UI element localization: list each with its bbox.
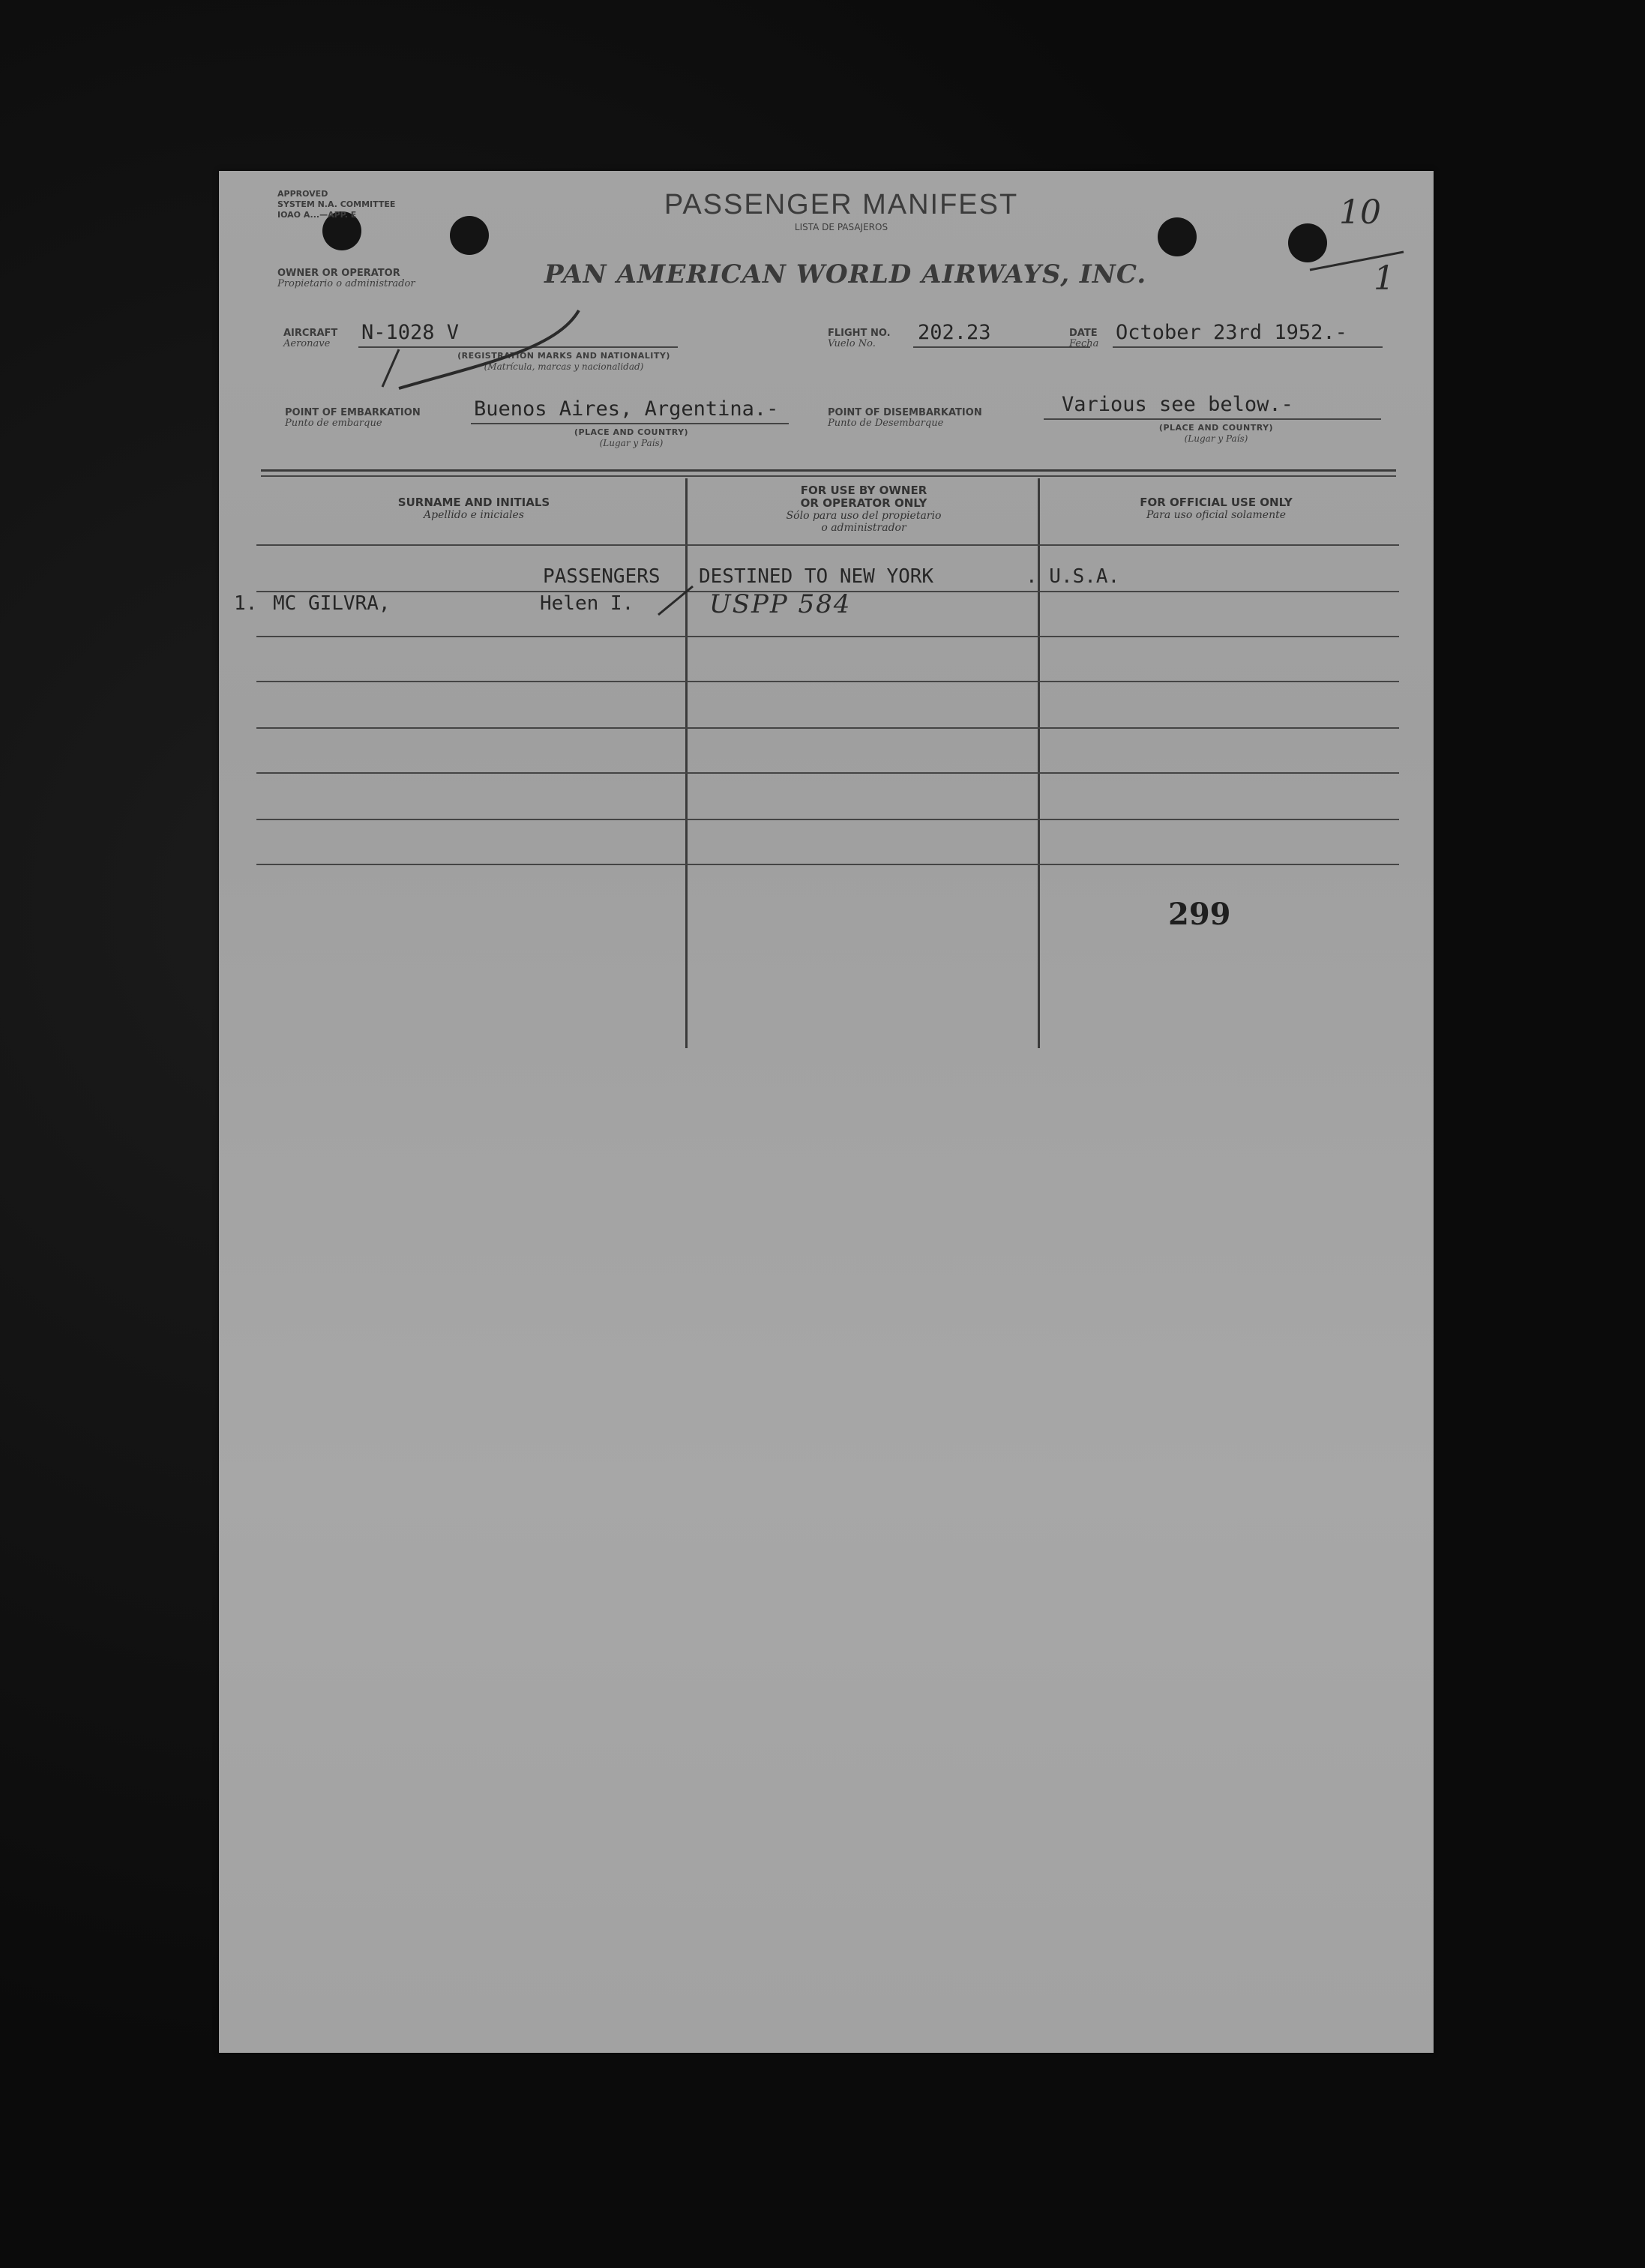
column-header-owner [699, 484, 1029, 534]
embarkation-underline [471, 423, 789, 424]
approval-line: IOAO A...—APP. E [277, 210, 357, 220]
owner-name: PAN AMERICAN WORLD AIRWAYS, INC. [544, 259, 1147, 289]
owner-label-spanish: Propietario o administrador [277, 278, 415, 289]
disembarkation-underline [1044, 418, 1381, 420]
column-header-official [1051, 496, 1381, 521]
aircraft-label: AIRCRAFT [283, 328, 338, 339]
col3-head: FOR OFFICIAL USE ONLY [1140, 496, 1293, 509]
col2-head-spanish-line1: Sólo para uso del propietario [786, 510, 942, 522]
disembarkation-sub-label-spanish: (Lugar y País) [1184, 433, 1248, 444]
passenger-surname: MC GILVRA, [273, 592, 391, 615]
disembarkation-sub-label: (PLACE AND COUNTRY) [1158, 423, 1274, 433]
col2-head-line2: OR OPERATOR ONLY [800, 496, 927, 510]
flight-label-block [828, 328, 891, 349]
col1-head-spanish: Apellido e iniciales [424, 509, 524, 521]
embarkation-label: POINT OF EMBARKATION [285, 407, 421, 418]
approval-line: SYSTEM N.A. COMMITTEE [277, 199, 396, 209]
owner-label-block [277, 268, 415, 289]
punch-hole [450, 216, 489, 255]
aircraft-value: N-1028 V [361, 321, 460, 344]
page-title-spanish: LISTA DE PASAJEROS [794, 222, 888, 232]
aircraft-sub-label: (REGISTRATION MARKS AND NATIONALITY) [457, 351, 670, 361]
corner-mark-top: 10 [1339, 193, 1381, 232]
column-header-surname [279, 496, 669, 521]
flight-label-spanish: Vuelo No. [828, 338, 876, 349]
row-rule [256, 819, 1399, 820]
passenger-given-name: Helen I. [540, 592, 634, 615]
punch-hole [1158, 217, 1197, 256]
disembarkation-label: POINT OF DISEMBARKATION [828, 407, 982, 418]
page-number: 299 [1168, 897, 1231, 932]
embarkation-label-block [285, 408, 421, 429]
flight-underline [913, 346, 1090, 348]
owner-label: OWNER OR OPERATOR [277, 268, 400, 279]
embarkation-sub-label-spanish: (Lugar y País) [599, 438, 664, 448]
corner-mark-bottom: 1 [1374, 259, 1395, 298]
row-rule [256, 864, 1399, 865]
destination-note-b: DESTINED TO NEW YORK [699, 565, 934, 588]
col2-head-spanish-line2: o administrador [821, 522, 906, 534]
row-rule [256, 772, 1399, 774]
owner-note: USPP 584 [709, 589, 852, 619]
table-top-rule [261, 469, 1396, 472]
date-label-spanish: Fecha [1069, 338, 1099, 349]
date-label: DATE [1069, 328, 1098, 339]
date-value: October 23rd 1952.- [1116, 321, 1347, 344]
flight-value: 202.23 [918, 321, 991, 344]
manifest-sheet [219, 171, 1434, 2053]
column-divider [685, 478, 688, 1048]
col1-head: SURNAME AND INITIALS [397, 496, 550, 509]
row-rule [256, 727, 1399, 729]
aircraft-label-spanish: Aeronave [283, 338, 331, 349]
corner-slash [1306, 246, 1411, 276]
row-rule [256, 636, 1399, 637]
date-underline [1113, 346, 1383, 348]
passenger-number: 1. [234, 592, 258, 615]
col3-head-spanish: Para uso oficial solamente [1146, 509, 1286, 521]
date-label-block [1069, 328, 1098, 349]
page-title: PASSENGER MANIFEST [664, 189, 1019, 220]
approval-line: APPROVED [277, 189, 328, 199]
row-rule [256, 681, 1399, 682]
embarkation-value: Buenos Aires, Argentina.- [474, 397, 779, 421]
destination-note-a: PASSENGERS [543, 565, 661, 588]
row-rule [256, 544, 1399, 546]
col2-head-line1: FOR USE BY OWNER [800, 484, 927, 497]
disembarkation-label-spanish: Punto de Desembarque [828, 418, 944, 429]
aircraft-sub-label-spanish: (Matrícula, marcas y nacionalidad) [484, 361, 644, 372]
flight-label: FLIGHT NO. [828, 328, 891, 339]
disembarkation-label-block [828, 408, 982, 429]
spacer [256, 861, 1399, 863]
embarkation-label-spanish: Punto de embarque [285, 418, 382, 429]
approval-block [277, 189, 457, 220]
embarkation-sub-label: (PLACE AND COUNTRY) [574, 427, 689, 437]
column-divider [1038, 478, 1040, 1048]
table-top-rule-inner [261, 475, 1396, 477]
handwritten-tick [654, 582, 699, 619]
destination-note-c: . U.S.A. [1026, 565, 1120, 588]
disembarkation-value: Various see below.- [1062, 393, 1293, 416]
